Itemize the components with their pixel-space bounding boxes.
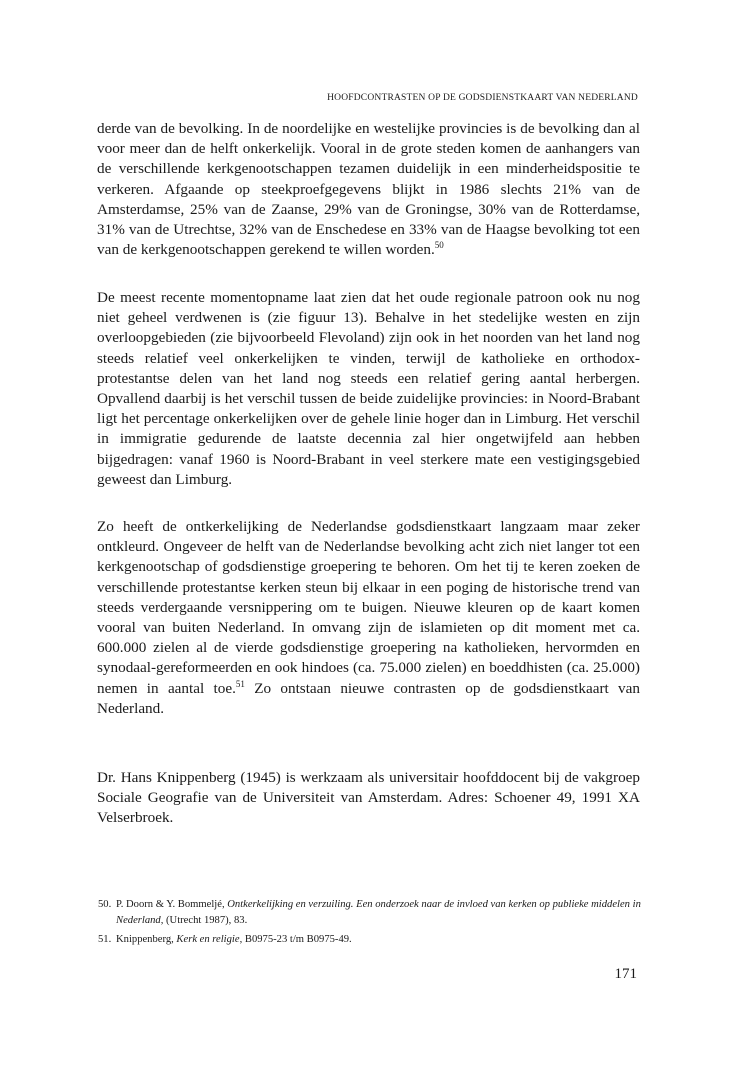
footnote-50-author: P. Doorn & Y. Bommeljé, <box>116 899 228 910</box>
paragraph-3 <box>97 517 640 719</box>
footnote-50-rest: (Utrecht 1987), 83. <box>163 914 248 926</box>
author-bio-text: Dr. Hans Knippenberg (1945) is werkzaam als universitair hoofddocent bij de vakgroep Sociale Geografie van de Universiteit van Amsterdam. Adres: Schoener 49, 1991 XA Velserbroek. <box>97 769 640 827</box>
footnote-51-rest: B0975-23 t/m B0975-49. <box>242 934 352 945</box>
footnote-51-number: 51. <box>98 934 112 945</box>
paragraph-2 <box>97 288 640 490</box>
footnote-50-title: Ontkerkelijking en verzuiling. Een onderzoek naar de invloed van kerken op publieke middelen in Nederland, <box>116 899 641 926</box>
paragraph-1-text: derde van de bevolking. In de noordelijke en westelijke provincies is de bevolking dan al voor meer dan de helft onkerkelijk. Vooral in de grote steden komen de aanhangers van de verschillende kerkgenootschappen tezamen duidelijk in een minderheidspositie te verkeren. Afgaande op steekproefgegevens blijkt in 1986 slechts 21% van de Amsterdamse, 25% van de Zaanse, 29% van de Groningse, 30% van de Rotterdamse, 31% van de Utrechtse, 32% van de Enschedese en 33% van de Haagse bevolking tot een van de kerkgenootschappen gerekend te willen worden. <box>97 120 640 259</box>
footnote-ref-51[interactable]: 51 <box>235 678 245 689</box>
footnote-50 <box>98 897 661 928</box>
paragraph-2-text: De meest recente momentopname laat zien dat het oude regionale patroon ook nu nog niet geheel verdwenen is (zie figuur 13). Behalve in het stedelijke westen en zijn overloopgebieden (zie bijvoorbeeld Flevoland) zijn ook in het noorden van het land nog steeds relatief veel onkerkelijken te vinden, terwijl de katholieke en orthodox-protestantse delen van het land nog steeds een relatief gering aantal herbergen. Opvallend daarbij is het verschil tussen de beide zuidelijke provincies: in Noord-Brabant ligt het percentage onkerkelijken over de gehele linie hoger dan in Limburg. Het verschil in immigratie gedurende de laatste decennia zal hier ongetwijfeld aan hebben bijgedragen: vanaf 1960 is Noord-Brabant in veel sterkere mate een vestigingsgebied geweest dan Limburg. <box>97 289 640 488</box>
paragraph-1 <box>97 119 640 260</box>
author-bio <box>97 768 640 829</box>
footnote-ref-50[interactable]: 50 <box>434 240 444 251</box>
paragraph-3-text: Zo heeft de ontkerkelijking de Nederlandse godsdienstkaart langzaam maar zeker ontkleurd. Ongeveer de helft van de Nederlandse bevolking acht zich niet langer tot een kerkgenootschap of godsdienstige groepering te behoren. Om het tij te keren zoeken de verschillende protestantse kerken steun bij elkaar in een poging de historische trend van steeds verdergaande versnippering om te buigen. Nieuwe kleuren op de kaart komen vooral van buiten Nederland. In omvang zijn de islamieten op dit moment met ca. 600.000 zielen al de vierde godsdienstige groepering na katholieken, hervormden en synodaal-gereformeerden en ook hindoes (ca. 75.000 zielen) en boeddhisten (ca. 25.000) nemen in aantal toe. <box>97 518 640 697</box>
paragraph-3-text-after: Zo ontstaan nieuwe contrasten op de godsdienstkaart van Nederland. <box>97 679 640 717</box>
footnote-50-number: 50. <box>98 899 112 910</box>
page-number: 171 <box>614 966 637 982</box>
running-header: HOOFDCONTRASTEN OP DE GODSDIENSTKAART VAN NEDERLAND <box>327 93 638 103</box>
footnote-51-title: Kerk en religie, <box>176 934 243 945</box>
footnote-51 <box>98 932 661 948</box>
footnote-51-author: Knippenberg, <box>116 934 177 945</box>
